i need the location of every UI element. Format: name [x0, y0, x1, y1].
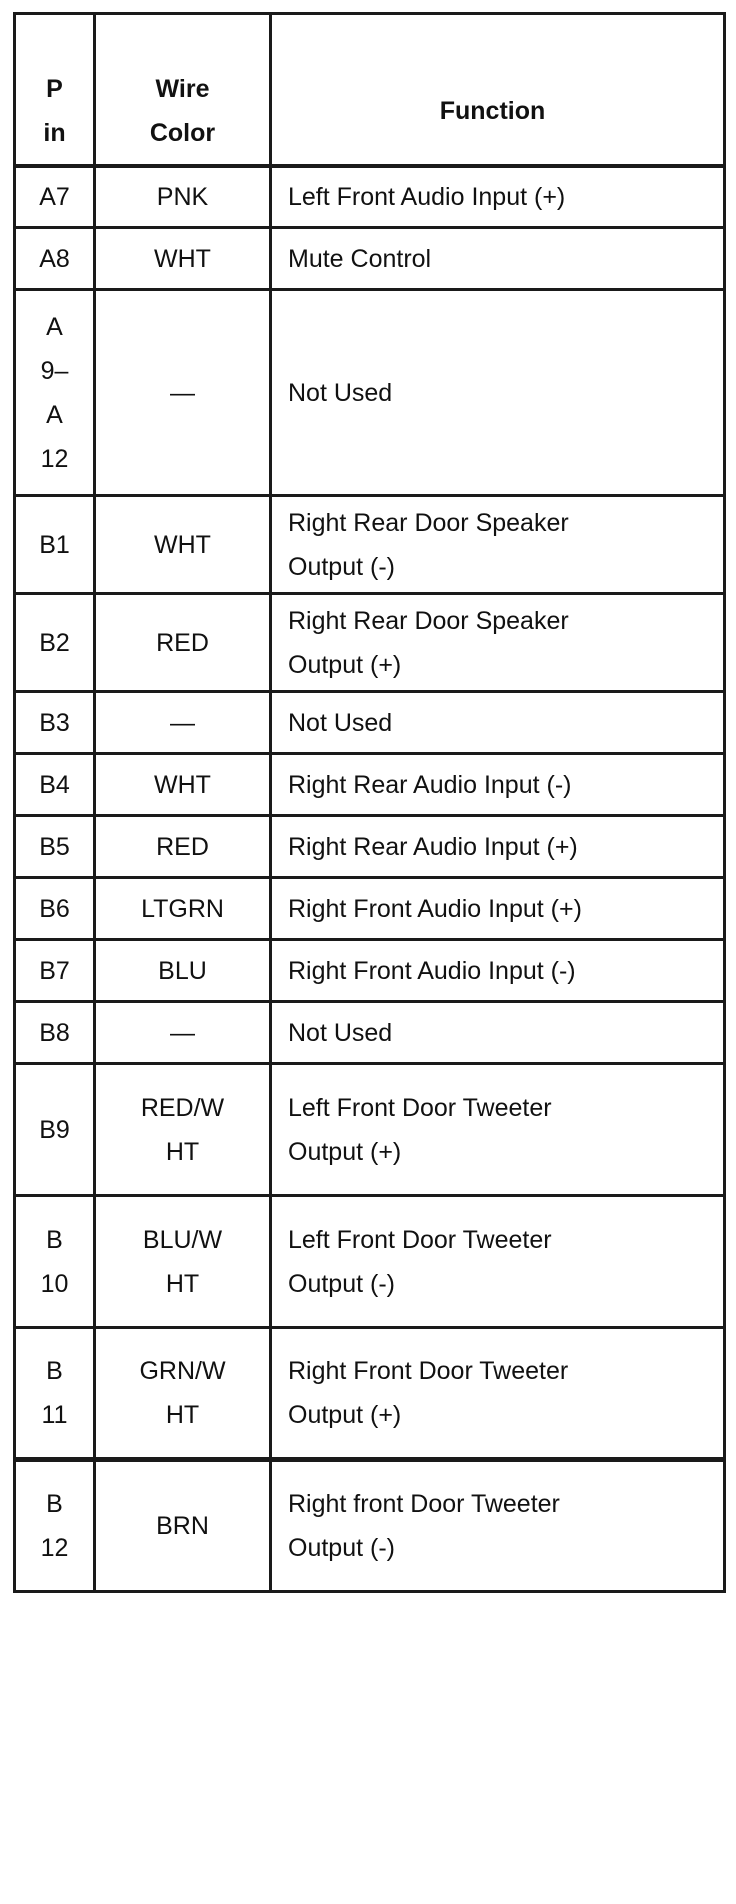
wire-color-cell-text: BRN	[156, 1512, 209, 1540]
function-cell	[271, 878, 725, 940]
header-function	[271, 14, 725, 166]
pin-cell-text: B5	[39, 832, 70, 861]
pin-cell	[15, 496, 95, 594]
wire-color-cell-text: BLU	[158, 956, 207, 985]
table-header	[15, 14, 725, 166]
wire-color-cell-text: WHT	[154, 244, 211, 273]
table-row	[15, 1002, 725, 1064]
pin-cell	[15, 816, 95, 878]
function-cell	[271, 166, 725, 228]
header-pin	[15, 14, 95, 166]
pin-cell	[15, 878, 95, 940]
header-row	[15, 14, 725, 166]
pin-cell	[15, 1196, 95, 1328]
function-cell-text: Right Front Audio Input (+)	[288, 894, 582, 923]
wire-color-cell-text: —	[170, 708, 195, 737]
table-row	[15, 692, 725, 754]
function-cell	[271, 816, 725, 878]
function-cell-text: Right Rear Door Speaker Output (-)	[288, 508, 569, 581]
pin-cell	[15, 940, 95, 1002]
wire-color-cell-text: WHT	[154, 530, 211, 559]
function-cell-text: Right Front Audio Input (-)	[288, 956, 576, 985]
function-cell	[271, 754, 725, 816]
function-cell	[271, 1328, 725, 1460]
function-cell	[271, 228, 725, 290]
wire-color-cell	[95, 1196, 271, 1328]
wire-color-cell-text: RED/W HT	[140, 1093, 225, 1166]
pin-cell-text: B2	[39, 628, 70, 657]
header-function-label: Function	[439, 97, 546, 126]
function-cell-text: Right Rear Audio Input (-)	[288, 770, 572, 799]
table-row	[15, 940, 725, 1002]
function-cell-text: Right Rear Door Speaker Output (+)	[288, 606, 569, 679]
function-cell	[271, 1196, 725, 1328]
wire-color-cell	[95, 1328, 271, 1460]
wire-color-cell	[95, 754, 271, 816]
pin-cell-text: B7	[39, 956, 70, 985]
function-cell	[271, 594, 725, 692]
wire-color-cell	[95, 290, 271, 496]
pin-cell-text: B4	[39, 770, 70, 799]
wire-color-cell	[95, 496, 271, 594]
wire-color-cell	[95, 816, 271, 878]
table-row	[15, 816, 725, 878]
pin-cell-text: B 10	[40, 1225, 69, 1298]
wire-color-cell	[95, 940, 271, 1002]
pin-cell-text: B8	[39, 1018, 70, 1047]
table-row	[15, 594, 725, 692]
pin-cell	[15, 228, 95, 290]
pin-cell-text: B3	[39, 708, 70, 737]
function-cell-text: Not Used	[288, 708, 393, 737]
function-cell-text: Right front Door Tweeter Output (-)	[288, 1490, 560, 1562]
table-row	[15, 290, 725, 496]
function-cell-text: Not Used	[288, 1018, 393, 1047]
table-row	[15, 228, 725, 290]
pin-cell	[15, 1002, 95, 1064]
wire-color-cell-text: PNK	[156, 182, 209, 211]
pin-cell-text: A8	[39, 244, 70, 273]
wire-color-cell	[95, 594, 271, 692]
function-cell-text: Left Front Audio Input (+)	[288, 182, 566, 211]
wire-color-cell-text: —	[170, 378, 195, 407]
pin-cell-text: A 9– A 12	[40, 312, 69, 473]
table-body	[15, 166, 725, 1592]
function-cell-text: Right Rear Audio Input (+)	[288, 832, 578, 861]
function-cell-text: Not Used	[288, 378, 393, 407]
pin-cell	[15, 1460, 95, 1592]
function-cell	[271, 290, 725, 496]
connector-pinout-table	[13, 12, 726, 1593]
wire-color-cell	[95, 166, 271, 228]
function-cell	[271, 1064, 725, 1196]
wire-color-cell-text: BLU/W HT	[142, 1225, 223, 1298]
wire-color-cell	[95, 228, 271, 290]
function-cell-text: Left Front Door Tweeter Output (-)	[288, 1225, 552, 1298]
pin-cell	[15, 1328, 95, 1460]
pin-cell	[15, 754, 95, 816]
wire-color-cell	[95, 692, 271, 754]
function-cell	[271, 940, 725, 1002]
function-cell-text: Mute Control	[288, 244, 432, 273]
table-row	[15, 1328, 725, 1460]
wire-color-cell	[95, 1460, 271, 1592]
wire-color-cell-text: GRN/W HT	[139, 1357, 226, 1429]
pin-cell-text: B1	[39, 530, 70, 559]
pin-cell-text: B9	[39, 1115, 70, 1144]
table-row	[15, 496, 725, 594]
table-row	[15, 878, 725, 940]
header-wire-color	[95, 14, 271, 166]
wire-color-cell-text: RED	[156, 832, 209, 861]
wire-color-cell-text: —	[170, 1018, 195, 1047]
function-cell	[271, 496, 725, 594]
wire-color-cell	[95, 878, 271, 940]
table-row	[15, 166, 725, 228]
wire-color-cell-text: LTGRN	[141, 894, 224, 923]
pin-cell-text: B6	[39, 894, 70, 923]
wire-color-cell-text: RED	[156, 628, 209, 657]
pin-cell-text: B 11	[41, 1357, 68, 1429]
pin-cell	[15, 594, 95, 692]
function-cell	[271, 692, 725, 754]
function-cell-text: Right Front Door Tweeter Output (+)	[288, 1357, 569, 1429]
pin-cell-text: A7	[39, 182, 70, 211]
pin-cell	[15, 692, 95, 754]
pin-cell	[15, 290, 95, 496]
wire-color-cell-text: WHT	[154, 770, 211, 799]
pin-cell	[15, 1064, 95, 1196]
header-wire-color-label: Wire Color	[149, 75, 216, 148]
wire-color-cell	[95, 1064, 271, 1196]
header-pin-label: P in	[43, 75, 66, 148]
function-cell	[271, 1460, 725, 1592]
function-cell	[271, 1002, 725, 1064]
wire-color-cell	[95, 1002, 271, 1064]
table-row	[15, 754, 725, 816]
table-row	[15, 1460, 725, 1592]
pin-cell	[15, 166, 95, 228]
pin-cell-text: B 12	[40, 1490, 69, 1562]
table-row	[15, 1196, 725, 1328]
function-cell-text: Left Front Door Tweeter Output (+)	[288, 1093, 552, 1166]
table-row	[15, 1064, 725, 1196]
